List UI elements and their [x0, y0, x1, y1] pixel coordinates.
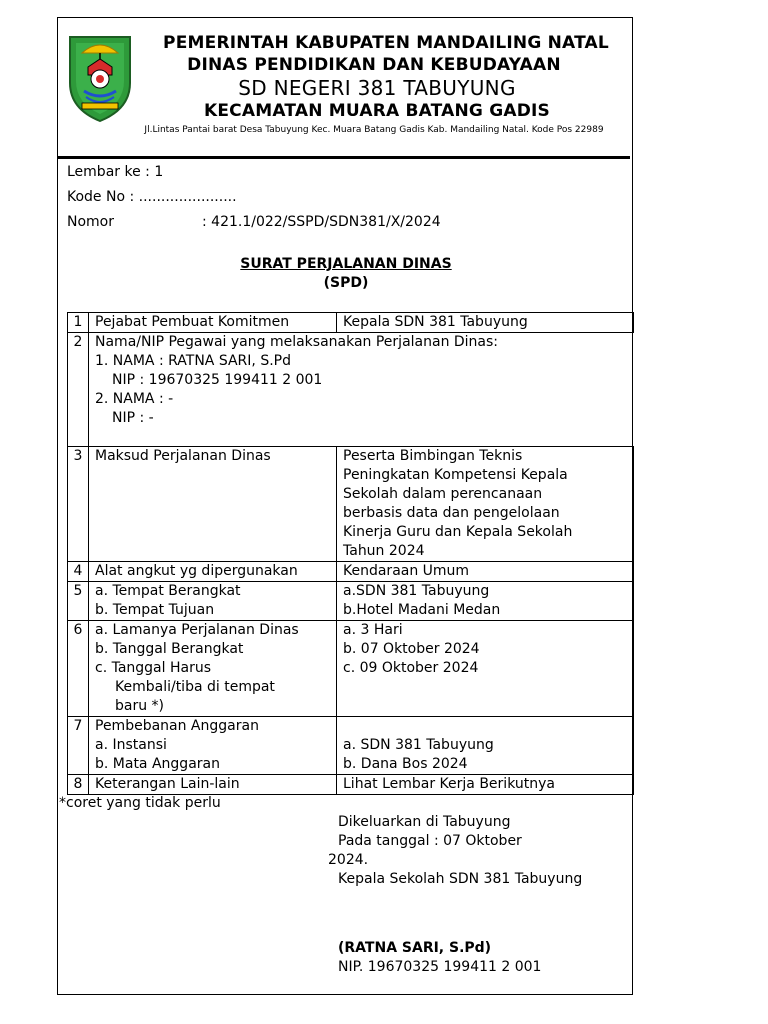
document-title [58, 254, 634, 274]
issued-place: Dikeluarkan di Tabuyung [338, 814, 511, 830]
sheet-number: Lembar ke : 1 [67, 164, 164, 180]
row-employee-cell [89, 333, 634, 447]
departure-date-value: b. 07 Oktober 2024 [343, 641, 480, 657]
budget-label: Pembebanan Anggaran [95, 718, 259, 734]
row-value [337, 582, 634, 621]
table-row [68, 447, 634, 562]
departure-place-value: a.SDN 381 Tabuyung [343, 583, 490, 599]
purpose-line: Sekolah dalam perencanaan [343, 486, 543, 502]
row-label [89, 582, 337, 621]
table-row [68, 717, 634, 775]
code-number: Kode No : ...................... [67, 189, 237, 205]
row-value [337, 621, 634, 717]
return-date-label: c. Tanggal Harus [95, 660, 212, 676]
letterhead-divider [58, 156, 630, 159]
purpose-line: Tahun 2024 [343, 543, 425, 559]
agency-value: a. SDN 381 Tabuyung [343, 737, 494, 753]
destination-label: b. Tempat Tujuan [95, 602, 215, 618]
spacer [343, 717, 633, 736]
row-number: 6 [68, 621, 89, 717]
purpose-line: Peningkatan Kompetensi Kepala [343, 467, 568, 483]
row-label [89, 717, 337, 775]
duration-label: a. Lamanya Perjalanan Dinas [95, 622, 299, 638]
departure-place-label: a. Tempat Berangkat [95, 583, 241, 599]
budget-line-label: b. Mata Anggaran [95, 756, 220, 772]
letterhead-agency: DINAS PENDIDIKAN DAN KEBUDAYAAN [187, 55, 561, 75]
employee-1-nip: NIP : 19670325 199411 2 001 [112, 372, 323, 388]
spd-document [57, 17, 633, 995]
row-value: Lihat Lembar Kerja Berikutnya [337, 775, 634, 795]
signer-name: (RATNA SARI, S.Pd) [338, 940, 492, 956]
letterhead [138, 32, 634, 138]
row-value: Kendaraan Umum [337, 562, 634, 582]
return-date-value: c. 09 Oktober 2024 [343, 660, 479, 676]
row-label: Alat angkut yg dipergunakan [89, 562, 337, 582]
row-label: Pejabat Pembuat Komitmen [89, 313, 337, 333]
departure-date-label: b. Tanggal Berangkat [95, 641, 244, 657]
signer-nip: NIP. 19670325 199411 2 001 [338, 959, 542, 975]
issued-date: Pada tanggal : 07 Oktober [338, 833, 522, 849]
table-row [68, 582, 634, 621]
row-value: Kepala SDN 381 Tabuyung [337, 313, 634, 333]
budget-line-value: b. Dana Bos 2024 [343, 756, 468, 772]
employee-2-name: 2. NAMA : - [95, 391, 174, 407]
row-value [337, 447, 634, 562]
agency-label: a. Instansi [95, 737, 167, 753]
row-label: Maksud Perjalanan Dinas [89, 447, 337, 562]
return-date-label-cont: Kembali/tiba di tempat [115, 679, 275, 695]
row-label: Keterangan Lain-lain [89, 775, 337, 795]
signature-block [328, 813, 628, 977]
row-number: 1 [68, 313, 89, 333]
spd-table [67, 312, 634, 795]
letterhead-school: SD NEGERI 381 TABUYUNG [238, 76, 516, 100]
row-number: 2 [68, 333, 89, 447]
row-number: 4 [68, 562, 89, 582]
letterhead-government: PEMERINTAH KABUPATEN MANDAILING NATAL [163, 33, 609, 53]
duration-value: a. 3 Hari [343, 622, 403, 638]
table-row [68, 313, 634, 333]
table-row [68, 621, 634, 717]
purpose-line: Kinerja Guru dan Kepala Sekolah [343, 524, 573, 540]
row-number: 7 [68, 717, 89, 775]
return-date-label-cont: baru *) [115, 698, 165, 714]
purpose-line: Peserta Bimbingan Teknis [343, 448, 523, 464]
document-subtitle: (SPD) [323, 275, 369, 291]
purpose-line: berbasis data dan pengelolaan [343, 505, 560, 521]
row-number: 8 [68, 775, 89, 795]
document-title-main: SURAT PERJALANAN DINAS [240, 256, 452, 272]
table-row [68, 562, 634, 582]
footnote: *coret yang tidak perlu [59, 795, 221, 811]
issued-year: 2024. [328, 852, 369, 868]
letterhead-address: Jl.Lintas Pantai barat Desa Tabuyung Kec. Muara Batang Gadis Kab. Mandailing Natal. Kode Pos 22989 [144, 125, 604, 135]
destination-value: b.Hotel Madani Medan [343, 602, 501, 618]
employee-2-nip: NIP : - [112, 410, 154, 426]
row-label [89, 621, 337, 717]
signer-position: Kepala Sekolah SDN 381 Tabuyung [338, 871, 583, 887]
row-number: 5 [68, 582, 89, 621]
letter-number-value: : 421.1/022/SSPD/SDN381/X/2024 [202, 214, 441, 230]
employee-1-name: 1. NAMA : RATNA SARI, S.Pd [95, 353, 291, 369]
row-number: 3 [68, 447, 89, 562]
row-label: Nama/NIP Pegawai yang melaksanakan Perjalanan Dinas: [95, 334, 499, 350]
letterhead-district: KECAMATAN MUARA BATANG GADIS [204, 101, 550, 121]
row-value [337, 717, 634, 775]
table-row [68, 775, 634, 795]
table-row [68, 333, 634, 447]
letter-number-label: Nomor [67, 214, 114, 230]
